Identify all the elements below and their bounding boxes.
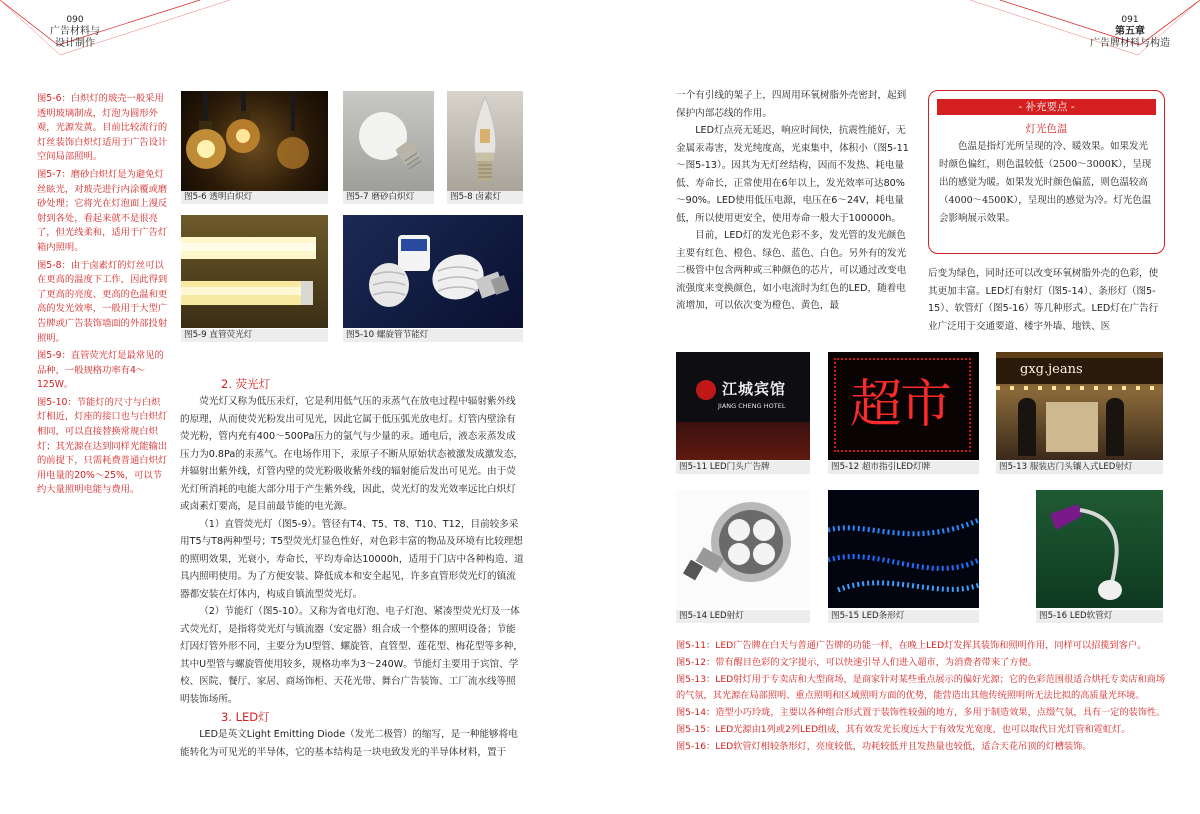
paragraph: 目前，LED灯的发光色彩不多，发光管的发光颜色主要有红色、橙色、绿色、蓝色、白色。另外有的发光二极管中包含两种或三种颜色的芯片，可以通过改变电流强度来变换颜色，如小电流时为红色的LED，随着电流增加，可以依次变为橙色、黄色，最 — [676, 230, 907, 311]
figure-note: 图5-15：LED光源由1列或2列LED组成，其有效发光长度远大于有效发光宽度，也可以取代日光灯管和霓虹灯。 — [676, 724, 1131, 735]
hotel-logo — [696, 380, 716, 400]
figure-note: 图5-16：LED软管灯相较条形灯，亮度较低，功耗较低并且发热量也较低，适合天花吊顶的灯槽装饰。 — [676, 741, 1092, 752]
caption-fig-5-6: 图5-6 透明白炽灯 — [181, 191, 328, 204]
hose-lamp-icon — [1036, 490, 1163, 608]
header-left — [40, 14, 110, 50]
chapter-title: 广告牌材料与构造 — [1090, 38, 1170, 49]
page-number-left: 090 — [66, 15, 84, 25]
photo-tube-fluorescent — [181, 215, 328, 328]
heading-led: 3. LED灯 — [221, 710, 270, 724]
sidebar-note: 图5-7：磨砂白炽灯是为避免灯丝眩光，对玻壳进行内涂覆或磨砂处理；它将光在灯泡面上漫反射到各处，看起来就不是很亮了，但光线柔和，适用于广告灯箱内照明。 — [37, 168, 168, 253]
paragraph: 一个有引线的架子上，四周用环氧树脂外壳密封，起到保护内部芯线的作用。 — [676, 90, 907, 119]
photo-frosted-incandescent — [343, 91, 434, 191]
caption-fig-5-16: 图5-16 LED软管灯 — [1036, 610, 1163, 623]
supplement-banner: - 补充要点 - — [937, 99, 1156, 115]
supplement-box — [928, 90, 1165, 254]
bulb-icon — [181, 91, 328, 191]
chapter-label: 第五章 — [1115, 26, 1145, 37]
halogen-bulb-icon — [447, 91, 523, 191]
photo-led-store-front — [996, 352, 1163, 460]
header-right — [1080, 14, 1180, 50]
paragraph: LED灯点亮无延迟，响应时间快，抗震性能好，无金属汞毒害，发光纯度高，光束集中，体积小（图5-11～图5-13）。因其为无灯丝结构，因而不发热、耗电量低、寿命长，正常使用在6年以上，发光效率可达80%～90%。LED使用低压电源，电压在6～24V，耗电量低，所以使用更安全，使用寿命一般大于100000h。 — [676, 125, 909, 224]
photo-led-hotel-sign — [676, 352, 810, 460]
tube-light-icon — [181, 215, 328, 328]
hotel-name: 江城宾馆 — [722, 380, 787, 398]
sidebar-note: 图5-10：节能灯的尺寸与白炽灯相近，灯座的接口也与白炽灯相同，可以直接替换常规白炽灯；其光源在达到同样光能输出的前提下，只需耗费普通白炽灯用电量的20%～25%，可以节约大量照明电能与费用。 — [37, 396, 168, 496]
heading-fluorescent: 2. 荧光灯 — [221, 377, 271, 391]
hotel-lower-area — [676, 422, 810, 460]
paragraph: （1）直管荧光灯（图5-9）。管径有T4、T5、T8、T10、T12，目前较多采用T5与T8两种型号；T5型荧光灯显色性好，对色彩丰富的物品及环境有比较理想的照明效果，光衰小，寿命长，平均寿命达10000h，适用于门店中各种构造、道具内照明使用。为了方便安装、降低成本和安全起见，许多直管形荧光灯的镇流器都安装在灯体内，构成自镇流型荧光灯。 — [180, 518, 524, 600]
figure-note: 图5-14：造型小巧玲珑，主要以各种组合形式置于装饰性较强的地方，多用于制造效果，点缀气氛，具有一定的装饰性。 — [676, 707, 1166, 718]
figure-note: 图5-11：LED广告牌在白天与普通广告牌的功能一样，在晚上LED灯发挥其装饰和照明作用，同样可以招揽到客户。 — [676, 640, 1147, 651]
figure-note: 图5-13：LED射灯用于专卖店和大型商场，是商家针对某些重点展示的偏好光源；它的色彩范围很适合烘托专卖店和商场的气氛，其光源在局部照明、重点照明和区域照明方面的优势，能营造出其他传统照明所无法比拟的高质量光环境。 — [676, 674, 1166, 701]
caption-fig-5-12: 图5-12 超市指引LED灯牌 — [828, 461, 979, 474]
supermarket-text: 超市 — [850, 375, 951, 435]
photo-spiral-cfl — [343, 215, 523, 328]
photo-led-strip — [828, 490, 979, 608]
hotel-pinyin: JIANG CHENG HOTEL — [718, 402, 786, 410]
caption-fig-5-11: 图5-11 LED门头广告牌 — [676, 461, 810, 474]
paragraph: （2）节能灯（图5-10）。又称为省电灯泡、电子灯泡、紧凑型荧光灯及一体式荧光灯，是指将荧光灯与镇流器（安定器）组合成一个整体的照明设备；节能灯因灯管外形不同，主要分为U型管、螺旋管、直管型、莲花型、梅花型等多种，其中U型管与螺旋管使用较多，规格功率为3～240W。节能灯主要用于宾馆、学校、医院、餐厅、家居、商场饰柜、天花光带、舞台广告装饰、工厂流水线等照明装饰场所。 — [180, 606, 523, 705]
caption-fig-5-13: 图5-13 服装店门头镶入式LED射灯 — [996, 461, 1163, 474]
bottom-notes — [676, 638, 1166, 756]
spotlight-icon — [676, 490, 810, 608]
caption-fig-5-14: 图5-14 LED射灯 — [676, 610, 810, 623]
corner-decoration-left — [0, 0, 240, 70]
left-body-text — [180, 375, 525, 761]
right-body-text-col1 — [676, 87, 910, 315]
caption-fig-5-8: 图5-8 卤素灯 — [447, 191, 523, 204]
led-strip-icon — [828, 490, 979, 608]
caption-fig-5-15: 图5-15 LED条形灯 — [828, 610, 979, 623]
photo-led-spotlight — [676, 490, 810, 608]
spotlight-row — [996, 386, 1163, 390]
paragraph: 后变为绿色，同时还可以改变环氧树脂外壳的色彩，使其更加丰富。LED灯有射灯（图5-14）、条形灯（图5-15）、软管灯（图5-16）等几种形式。LED灯在广告行业广泛用于交通要道、楼宇外墙、地铁、医 — [928, 268, 1159, 332]
sidebar-note: 图5-6：白炽灯的玻壳一般采用透明玻璃制成，灯泡为圆形外观，光源发黄。目前比较流行的灯丝装饰白炽灯适用于广告设计空间局部照明。 — [37, 93, 168, 163]
mannequin — [1106, 398, 1124, 456]
supplement-text: 色温是指灯光所呈现的冷、暖效果。如果发光时颜色偏红，则色温较低（2500～3000K），呈现出的感觉为暖。如果发光时颜色偏蓝，则色温较高（4000～4500K），呈现出的感觉为冷。灯光色温会影响展示效果。 — [939, 141, 1152, 224]
frosted-bulb-icon — [343, 91, 434, 191]
supplement-title: 灯光色温 — [1025, 123, 1068, 135]
sidebar-note: 图5-8：由于卤素灯的灯丝可以在更高的温度下工作，因此得到了更高的亮度、更高的色温和更高的发光效率，一般用于大型广告牌或广告装饰墙面的外部投射照明。 — [37, 259, 168, 344]
book-title-line1: 广告材料与 — [50, 26, 100, 37]
photo-led-supermarket-sign — [828, 352, 979, 460]
caption-fig-5-10: 图5-10 螺旋管节能灯 — [343, 329, 523, 342]
photo-clear-incandescent — [181, 91, 328, 191]
figure-note: 图5-12：带有醒目色彩的文字提示，可以快速引导人们进入超市，为消费者带来了方便。 — [676, 657, 1037, 668]
caption-fig-5-7: 图5-7 磨砂白炽灯 — [343, 191, 434, 204]
page-number-right: 091 — [1121, 15, 1139, 25]
cfl-bulb-icon — [343, 215, 523, 328]
store-interior — [1046, 402, 1098, 452]
book-title-line2: 设计制作 — [55, 38, 95, 49]
store-sign-text: gxg.jeans — [1020, 362, 1083, 377]
photo-led-hose-lamp — [1036, 490, 1163, 608]
mannequin — [1018, 398, 1036, 456]
photo-halogen — [447, 91, 523, 191]
right-body-text-col2 — [928, 265, 1163, 335]
caption-fig-5-9: 图5-9 直管荧光灯 — [181, 329, 328, 342]
sidebar-note: 图5-9：直管荧光灯是最常见的品种，一般规格功率有4～125W。 — [37, 350, 164, 391]
paragraph: LED是英文Light Emitting Diode（发光二极管）的缩写，是一种能够将电能转化为可见光的半导体，它的基本结构是一块电致发光的半导体材料，置于 — [180, 729, 518, 758]
sidebar-notes — [37, 92, 169, 501]
paragraph: 荧光灯又称为低压汞灯，它是利用低气压的汞蒸气在放电过程中辐射紫外线的原理，从而使荧光粉发出可见光，因此它属于低压弧光放电灯。灯管内壁涂有荧光粉，管内充有400～500Pa压力的氩气与少量的汞。通电后，液态汞蒸发成压力为0.8Pa的汞蒸气。在电场作用下，汞原子不断从原始状态被激发成激发态，并辐射出紫外线，灯管内壁的荧光粉吸收紫外线的辐射能后发出可见光。由于荧光灯所消耗的电能大部分用于产生紫外线，因此，荧光灯的发光效率远比白炽灯或卤素灯要高，是目前最节能的电光源。 — [180, 396, 524, 512]
